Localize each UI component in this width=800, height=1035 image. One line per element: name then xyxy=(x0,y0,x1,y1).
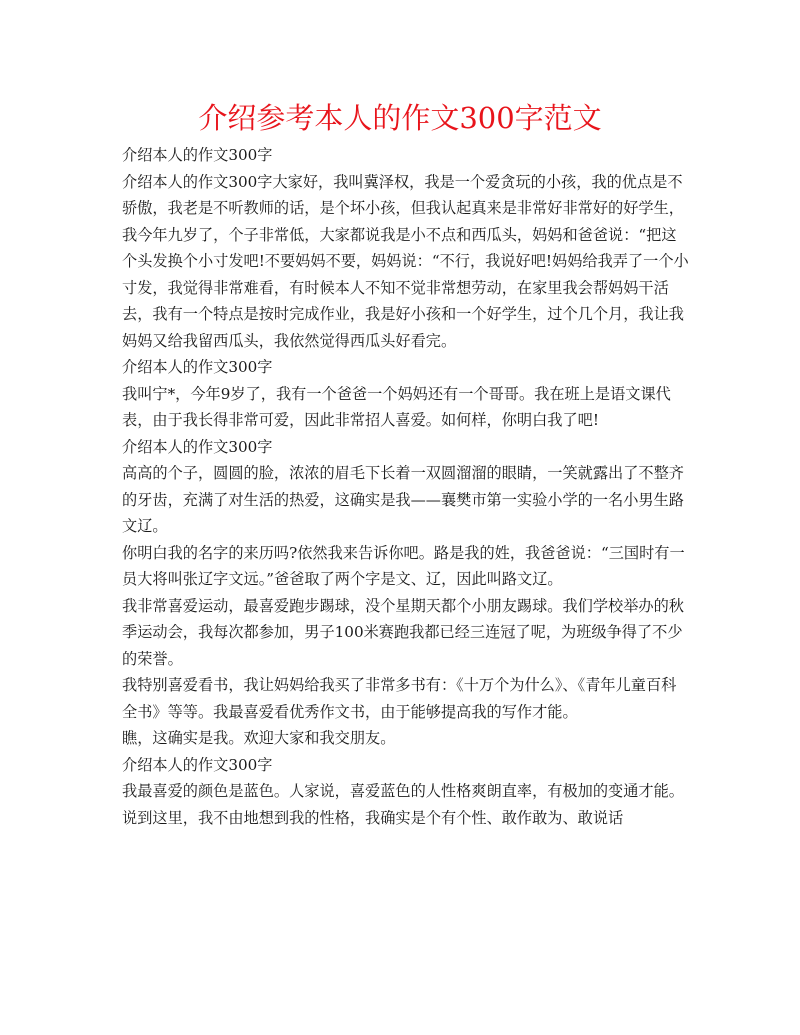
body-paragraph: 介绍本人的作文300字大家好，我叫冀泽权，我是一个爱贪玩的小孩，我的优点是不骄傲，我老是不听教师的话，是个坏小孩，但我认起真来是非常好非常好的好学生，我今年九岁了，个子非常低，大家都说我是小不点和西瓜头，妈妈和爸爸说：“把这个头发换个小寸发吧!不要妈妈不要，妈妈说：“不行，我说好吧!妈妈给我弄了一个小寸发，我觉得非常难看，有时候本人不知不觉非常想劳动，在家里我会帮妈妈干活去，我有一个特点是按时完成作业，我是好小孩和一个好学生，过个几个月，我让我妈妈又给我留西瓜头，我依然觉得西瓜头好看完。 xyxy=(122,172,689,350)
section-heading: 介绍本人的作文300字 xyxy=(122,437,273,456)
section-heading: 介绍本人的作文300字 xyxy=(122,358,273,376)
body-paragraph: 我最喜爱的颜色是蓝色。人家说，喜爱蓝色的人性格爽朗直率，有极加的变通才能。说到这里，我不由地想到我的性格，我确实是个有个性、敢作敢为、敢说话 xyxy=(122,782,684,827)
body-paragraph: 我非常喜爱运动，最喜爱跑步踢球，没个星期天都个小朋友踢球。我们学校举办的秋季运动会，我每次都参加，男子100米赛跑我都已经三连冠了呢，为班级争得了不少的荣誉。 xyxy=(122,596,684,668)
body-paragraph: 高高的个子，圆圆的脸，浓浓的眉毛下长着一双圆溜溜的眼睛，一笑就露出了不整齐的牙齿，充满了对生活的热爱，这确实是我——襄樊市第一实验小学的一名小男生路文辽。 xyxy=(122,464,684,535)
body-paragraph: 瞧，这确实是我。欢迎大家和我交朋友。 xyxy=(122,729,396,747)
body-paragraph: 我叫宁*，今年9岁了，我有一个爸爸一个妈妈还有一个哥哥。我在班上是语文课代表，由于我长得非常可爱，因此非常招人喜爱。如何样，你明白我了吧! xyxy=(122,384,671,429)
body-paragraph: 我特别喜爱看书，我让妈妈给我买了非常多书有：《十万个为什么》、《青年儿童百科全书》等等。我最喜爱看优秀作文书，由于能够提高我的写作才能。 xyxy=(122,676,677,721)
document-body xyxy=(122,142,690,831)
body-paragraph: 你明白我的名字的来历吗?依然我来告诉你吧。路是我的姓，我爸爸说：“三国时有一员大将叫张辽字文远。”爸爸取了两个字是文、辽，因此叫路文辽。 xyxy=(122,543,685,588)
section-heading: 介绍本人的作文300字 xyxy=(122,146,273,164)
section-heading: 介绍本人的作文300字 xyxy=(122,755,273,774)
page-title: 介绍参考本人的作文300字范文 xyxy=(198,101,602,135)
